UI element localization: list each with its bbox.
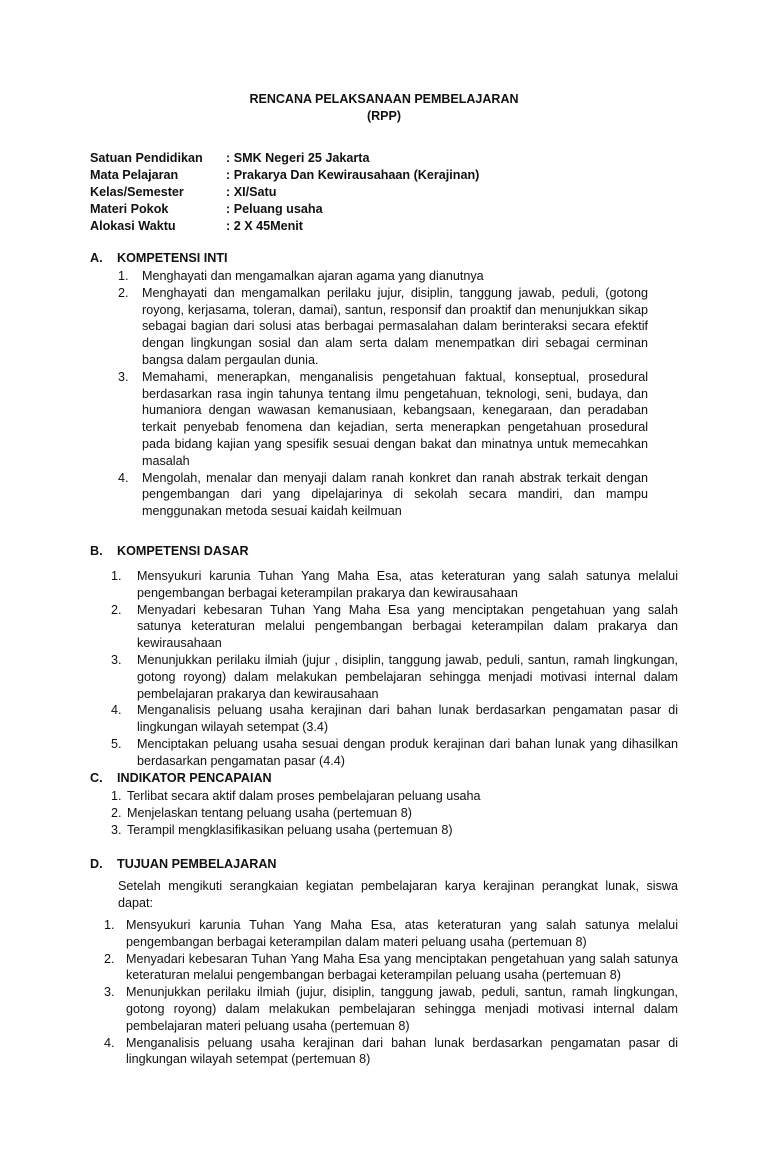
kompetensi-inti-list [118,268,648,520]
list-item: 1. Mensyukuri karunia Tuhan Yang Maha Esa, atas keteraturan yang salah satunya melalui pengembangan berbagai keterampilan prakarya dan kewirausahaan [111,569,678,600]
section-b-heading: B. KOMPETENSI DASAR [90,544,249,558]
identity-row: Alokasi Waktu : 2 X 45Menit [90,219,303,233]
list-item: 2. Menyadari kebesaran Tuhan Yang Maha Esa yang menciptakan pengetahuan yang salah satunya keteraturan melalui pengembangan berbagai keterampilan dalam prakarya dan kewirausahaan [111,602,678,651]
list-item: 2. Menjelaskan tentang peluang usaha (pertemuan 8) [111,805,412,820]
indikator-list [111,788,678,838]
list-item: 3. Menunjukkan perilaku ilmiah (jujur , disiplin, tanggung jawab, peduli, santun, ramah lingkungan, gotong royong) dalam melakukan pembelajaran sehingga menjadi motivasi internal dalam pembelajaran prakarya dan kewirausahaan [111,652,678,701]
section-c-heading: C. INDIKATOR PENCAPAIAN [90,771,272,785]
list-item: 2. Menghayati dan mengamalkan perilaku jujur, disiplin, tanggung jawab, peduli, (gotong royong, kerjasama, toleran, damai), santun, responsif dan proaktif dan menunjukkan sikap sebagai bagian dari solusi atas berbagai permasalahan dalam berinteraksi secara efektif dengan lingkungan sosial dan alam serta dalam menempatkan diri sebagai cerminan bangsa dalam pergaulan dunia. [118,285,648,367]
tujuan-list [104,917,678,1068]
tujuan-intro: Setelah mengikuti serangkaian kegiatan pembelajaran karya kerajinan perangkat lunak, siswa dapat: [118,879,678,910]
identity-row: Materi Pokok : Peluang usaha [90,202,323,216]
identity-row: Satuan Pendidikan : SMK Negeri 25 Jakarta [90,151,370,165]
kompetensi-dasar-list [111,568,678,770]
list-item: 5. Menciptakan peluang usaha sesuai dengan produk kerajinan dari bahan lunak yang dihasilkan berdasarkan pengamatan pasar (4.4) [111,736,678,768]
identity-table [90,150,479,235]
list-item: 1. Terlibat secara aktif dalam proses pembelajaran peluang usaha [111,789,481,803]
section-d-heading: D. TUJUAN PEMBELAJARAN [90,857,277,871]
list-item: 3. Memahami, menerapkan, menganalisis pengetahuan faktual, konseptual, prosedural berdasarkan rasa ingin tahunya tentang ilmu pengetahuan, teknologi, seni, budaya, dan humaniora dengan wawasan kemanusiaan, kebangsaan, kenegaraan, dan peradaban terkait penyebab fenomena dan kejadian, serta menerapkan pengetahuan prosedural pada bidang kajian yang spesifik sesuai dengan bakat dan minatnya untuk memecahkan masalah [118,369,648,468]
document-title: RENCANA PELAKSANAAN PEMBELAJARAN [249,92,519,106]
list-item: 4. Menganalisis peluang usaha kerajinan dari bahan lunak berdasarkan pengamatan pasar di lingkungan wilayah setempat (pertemuan 8) [104,1035,678,1067]
section-a-heading: A. KOMPETENSI INTI [90,251,228,265]
list-item: 4. Mengolah, menalar dan menyaji dalam ranah konkret dan ranah abstrak terkait dengan pengembangan dari yang dipelajarinya di sekolah secara mandiri, dan mampu menggunakan metoda sesuai kaidah keilmuan [118,470,648,519]
list-item: 3. Menunjukkan perilaku ilmiah (jujur, disiplin, tanggung jawab, peduli, santun, ramah lingkungan, gotong royong) dalam melakukan pembelajaran sehingga menjadi motivasi internal dalam pembelajaran materi peluang usaha (pertemuan 8) [104,985,678,1033]
list-item: 2. Menyadari kebesaran Tuhan Yang Maha Esa yang menciptakan pengetahuan yang salah satunya keteraturan melalui pengembangan berbagai keterampilan peluang usaha (pertemuan 8) [104,951,678,983]
document-subtitle: (RPP) [366,109,402,123]
list-item: 3. Terampil mengklasifikasikan peluang usaha (pertemuan 8) [111,822,453,837]
identity-row: Kelas/Semester : XI/Satu [90,185,277,199]
list-item: 1. Mensyukuri karunia Tuhan Yang Maha Esa, atas keteraturan yang salah satunya melalui pengembangan berbagai keterampilan dalam materi peluang usaha (pertemuan 8) [104,918,678,949]
identity-row: Mata Pelajaran : Prakarya Dan Kewirausahaan (Kerajinan) [90,168,480,182]
list-item: 1. Menghayati dan mengamalkan ajaran agama yang dianutnya [118,269,484,283]
list-item: 4. Menganalisis peluang usaha kerajinan dari bahan lunak berdasarkan pengamatan pasar di lingkungan wilayah setempat (3.4) [111,703,678,735]
